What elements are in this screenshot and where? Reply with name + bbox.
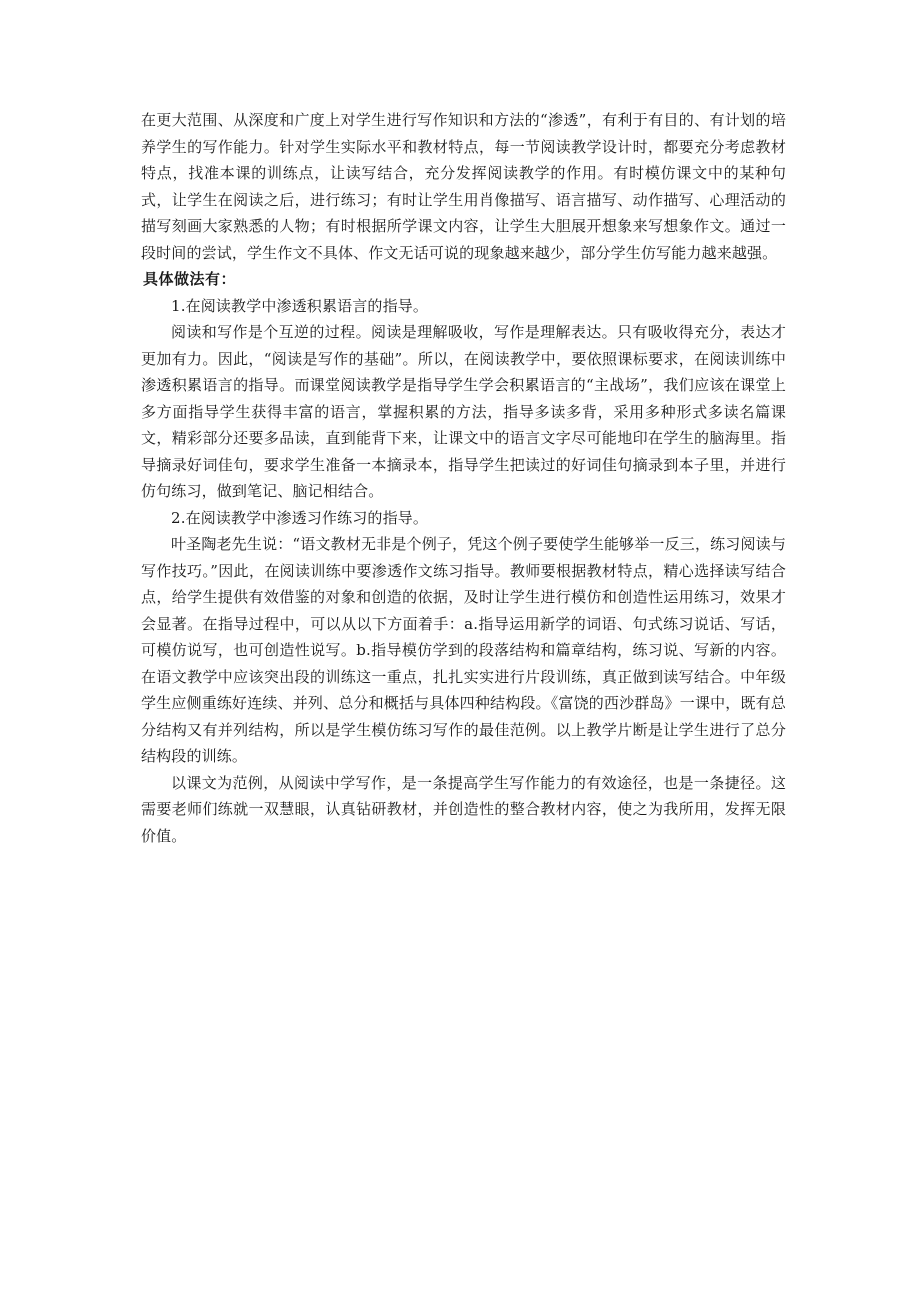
section-heading: 具体做法有： <box>143 270 237 288</box>
point-1-title: 1.在阅读教学中渗透积累语言的指导。 <box>171 296 429 315</box>
conclusion-paragraph: 以课文为范例，从阅读中学写作，是一条提高学生写作能力的有效途径，也是一条捷径。这需要老师们练就一双慧眼，认真钻研教材，并创造性的整合教材内容，使之为我所用，发挥无限价值。 <box>141 773 786 845</box>
point-2-body: 叶圣陶老先生说：“语文教材无非是个例子，凭这个例子要使学生能够举一反三，练习阅读与写作技巧。”因此，在阅读训练中要渗透作文练习指导。教师要根据教材特点，精心选择读写结合点，给学生提供有效借鉴的对象和创造的依据，及时让学生进行模仿和创造性运用练习，效果才会显著。在指导过程中，可以从以下方面着手：a.指导运用新学的词语、句式练习说话、写话，可模仿说写，也可创造性说写。b.指导模仿学到的段落结构和篇章结构，练习说、写新的内容。在语文教学中应该突出段的训练这一重点，扎扎实实进行片段训练，真正做到读写结合。中年级学生应侧重练好连续、并列、总分和概括与具体四种结构段。《富饶的西沙群岛》一课中，既有总分结构又有并列结构，所以是学生模仿练习写作的最佳范例。以上教学片断是让学生进行了总分结构段的训练。 <box>141 535 786 765</box>
document-body <box>141 107 786 849</box>
point-2-title: 2.在阅读教学中渗透习作练习的指导。 <box>171 508 429 527</box>
intro-paragraph: 在更大范围、从深度和广度上对学生进行写作知识和方法的“渗透”，有利于有目的、有计划的培养学生的写作能力。针对学生实际水平和教材特点，每一节阅读教学设计时，都要充分考虑教材特点，找准本课的训练点，让读写结合，充分发挥阅读教学的作用。有时模仿课文中的某种句式，让学生在阅读之后，进行练习；有时让学生用肖像描写、语言描写、动作描写、心理活动的描写刻画大家熟悉的人物；有时根据所学课文内容，让学生大胆展开想象来写想象作文。通过一段时间的尝试，学生作文不具体、作文无话可说的现象越来越少，部分学生仿写能力越来越强。 <box>141 111 786 262</box>
point-1-body: 阅读和写作是个互逆的过程。阅读是理解吸收，写作是理解表达。只有吸收得充分，表达才更加有力。因此，“阅读是写作的基础”。所以，在阅读教学中，要依照课标要求，在阅读训练中渗透积累语言的指导。而课堂阅读教学是指导学生学会积累语言的“主战场”，我们应该在课堂上多方面指导学生获得丰富的语言，掌握积累的方法，指导多读多背，采用多种形式多读名篇课文，精彩部分还要多品读，直到能背下来，让课文中的语言文字尽可能地印在学生的脑海里。指导摘录好词佳句，要求学生准备一本摘录本，指导学生把读过的好词佳句摘录到本子里，并进行仿句练习，做到笔记、脑记相结合。 <box>141 323 786 500</box>
